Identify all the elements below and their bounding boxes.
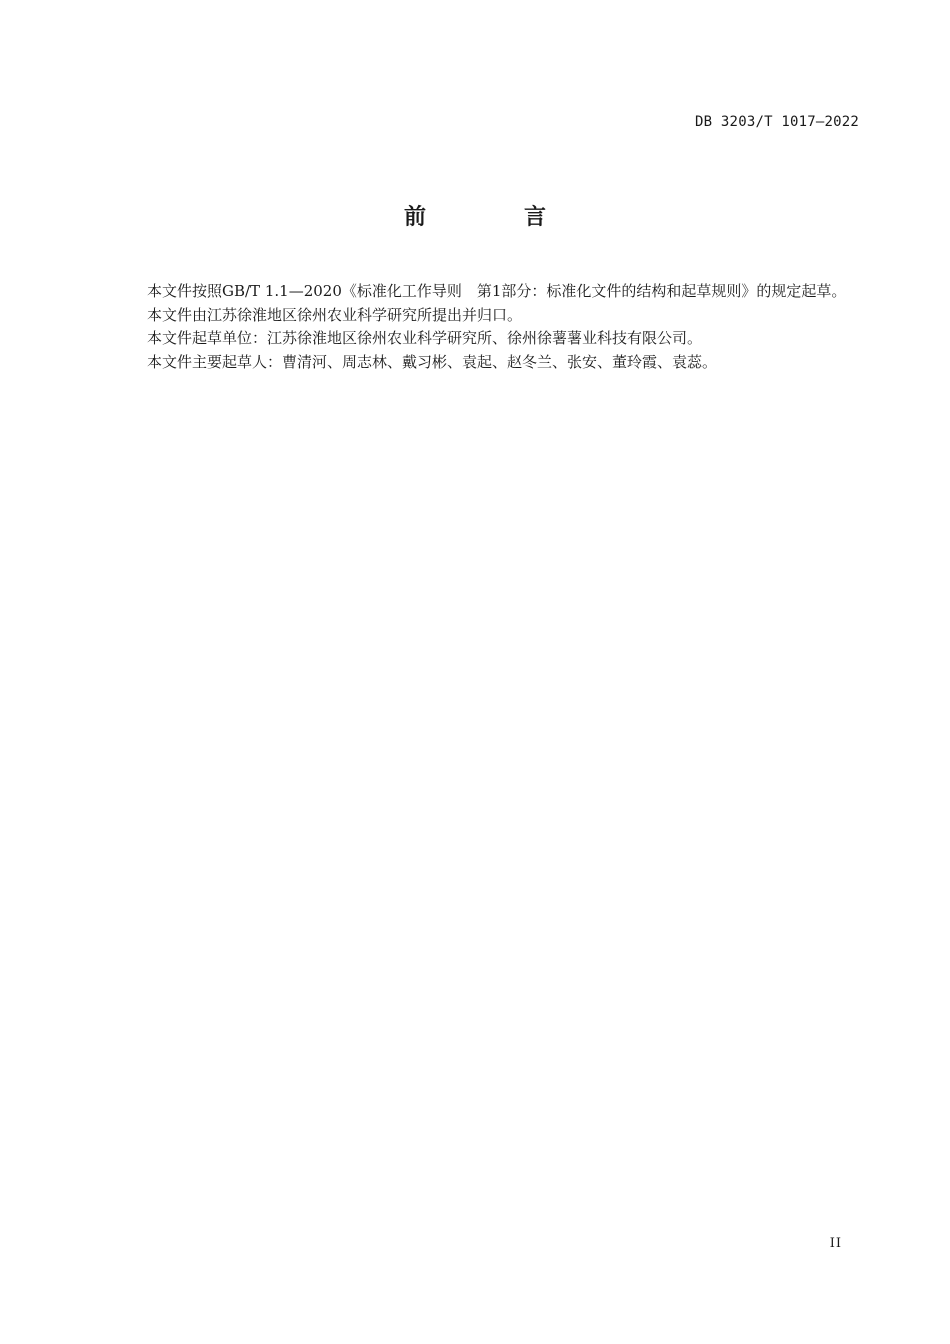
paragraph-proposer: 本文件由江苏徐淮地区徐州农业科学研究所提出并归口。 (147, 305, 523, 324)
document-code: DB 3203/T 1017—2022 (695, 114, 859, 130)
paragraph-drafting-rules: 本文件按照GB/T 1.1—2020《标准化工作导则 第1部分：标准化文件的结构和起草规则》的规定起草。 (147, 282, 847, 300)
foreword-body (113, 280, 859, 374)
page-title: 前 言 (403, 205, 584, 230)
paragraph-drafters: 本文件主要起草人：曹清河、周志林、戴习彬、袁起、赵冬兰、张安、董玲霞、袁蕊。 (147, 352, 718, 371)
page-number: II (829, 1236, 842, 1251)
paragraph-drafting-units: 本文件起草单位：江苏徐淮地区徐州农业科学研究所、徐州徐薯薯业科技有限公司。 (147, 329, 703, 347)
